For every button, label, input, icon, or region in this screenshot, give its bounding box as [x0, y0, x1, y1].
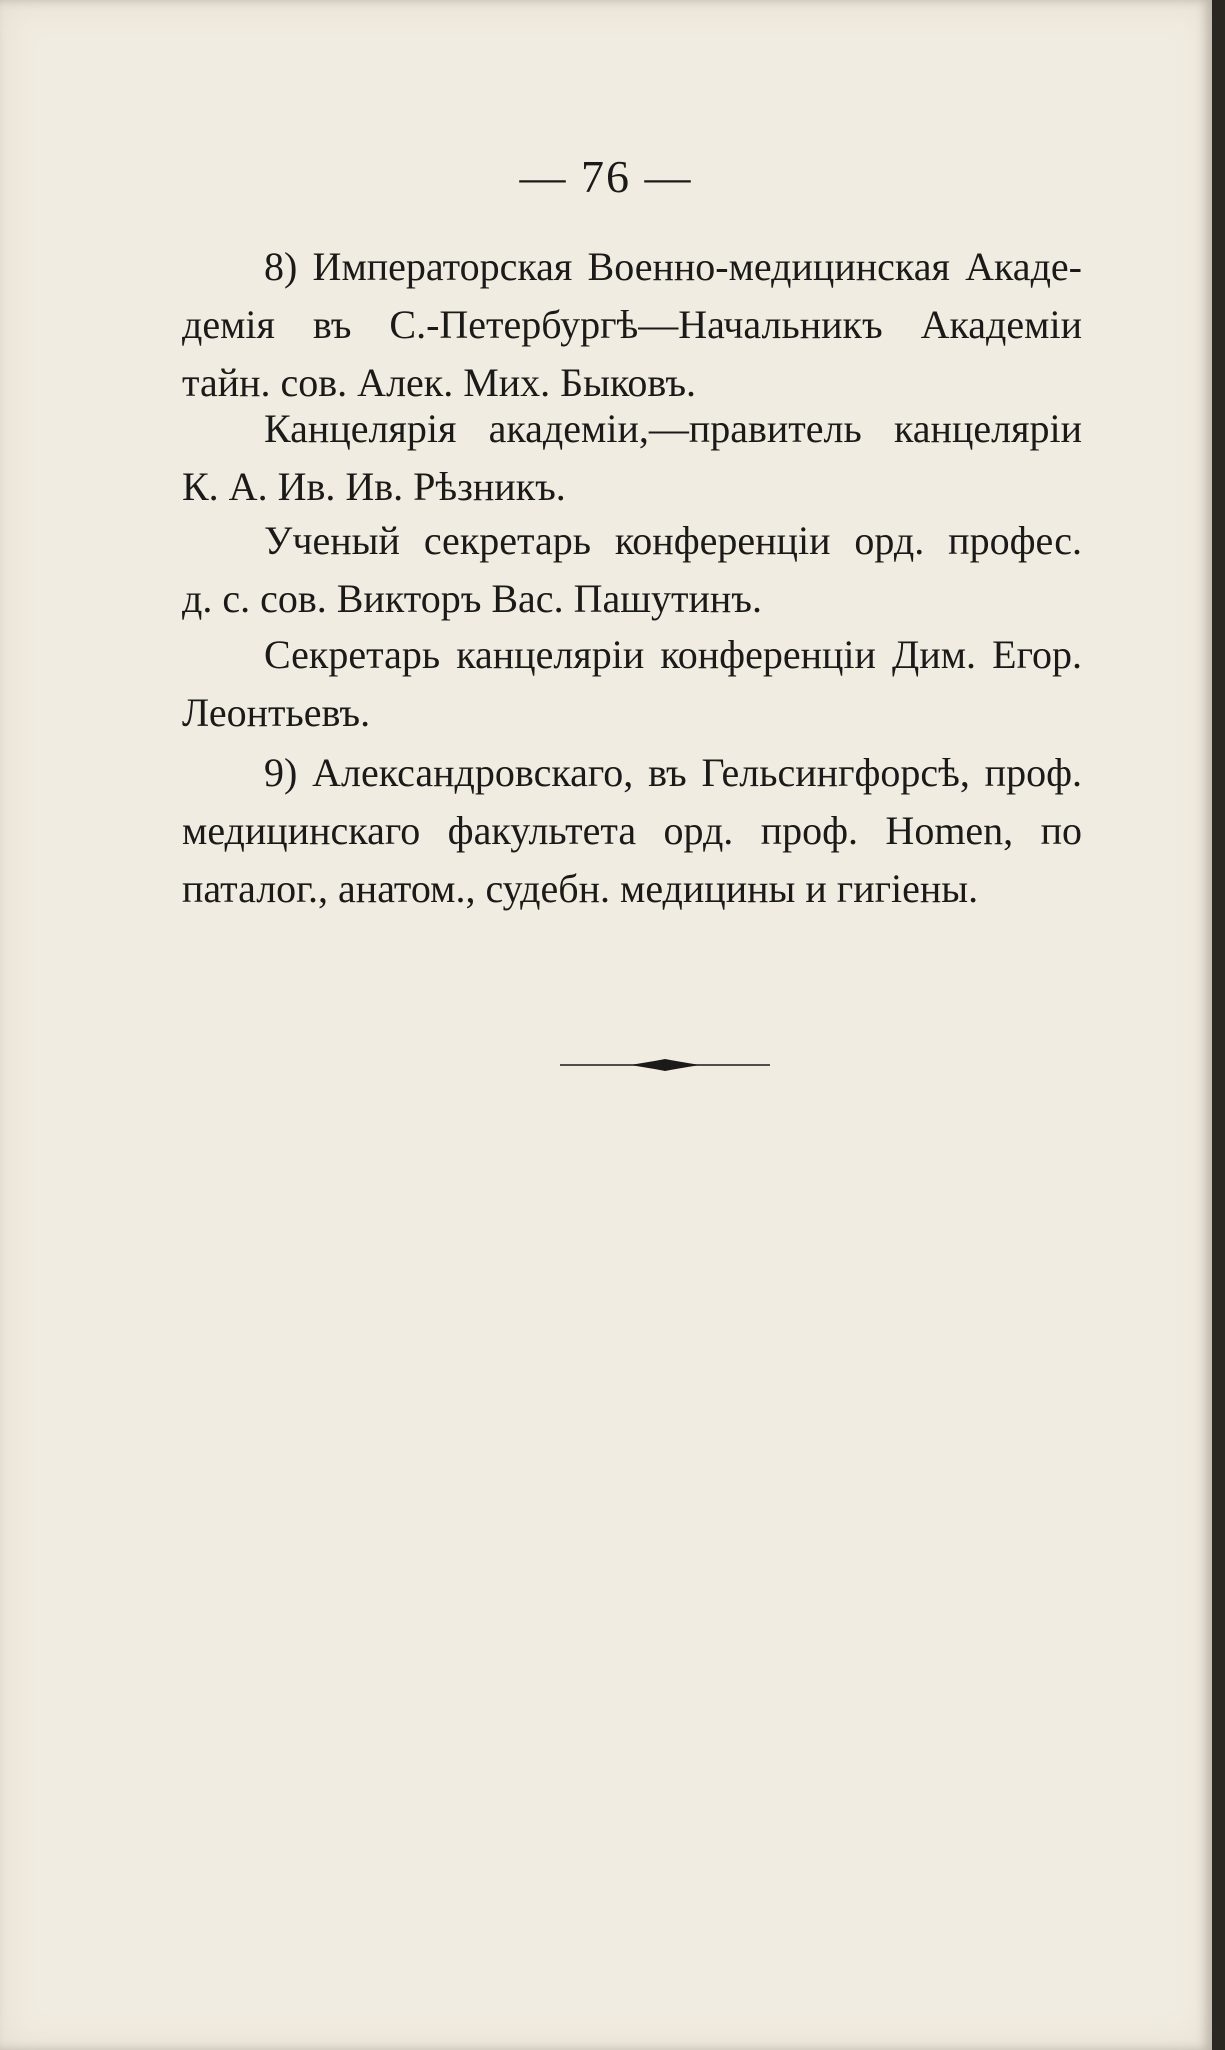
entry-8 [182, 238, 1082, 412]
entry-line: тайн. сов. Алек. Мих. Быковъ. [182, 360, 697, 405]
entry-line: Ученый секретарь конференціи орд. профес. [264, 518, 1082, 563]
entry-chancellery [182, 400, 1082, 516]
entry-line: 8) Императорская Военно-медицинская Акаде- [264, 244, 1082, 289]
entry-line: демія въ С.-Петербургѣ—Начальникъ Академіи [182, 302, 1082, 347]
entry-conference-secretary [182, 626, 1082, 742]
entry-9 [182, 744, 1082, 918]
entry-line: медицинскаго факультета орд. проф. Homen, по [182, 808, 1082, 853]
page-number: — 76 — [519, 151, 693, 202]
entry-line: Канцелярія академіи,—правитель канцеляріи [264, 406, 1082, 451]
entry-line: 9) Александровскаго, въ Гельсингфорсѣ, проф. [264, 750, 1082, 795]
entry-line: д. с. сов. Викторъ Вас. Пашутинъ. [182, 576, 762, 621]
entry-line: Леонтьевъ. [182, 690, 371, 735]
entry-line: К. А. Ив. Ив. Рѣзникъ. [182, 464, 566, 509]
ornament-divider-icon [560, 1058, 770, 1072]
entry-secretary [182, 512, 1082, 628]
entry-line: паталог., анатом., судебн. медицины и гигіены. [182, 866, 979, 911]
entry-line: Секретарь канцеляріи конференціи Дим. Егор. [264, 632, 1082, 677]
